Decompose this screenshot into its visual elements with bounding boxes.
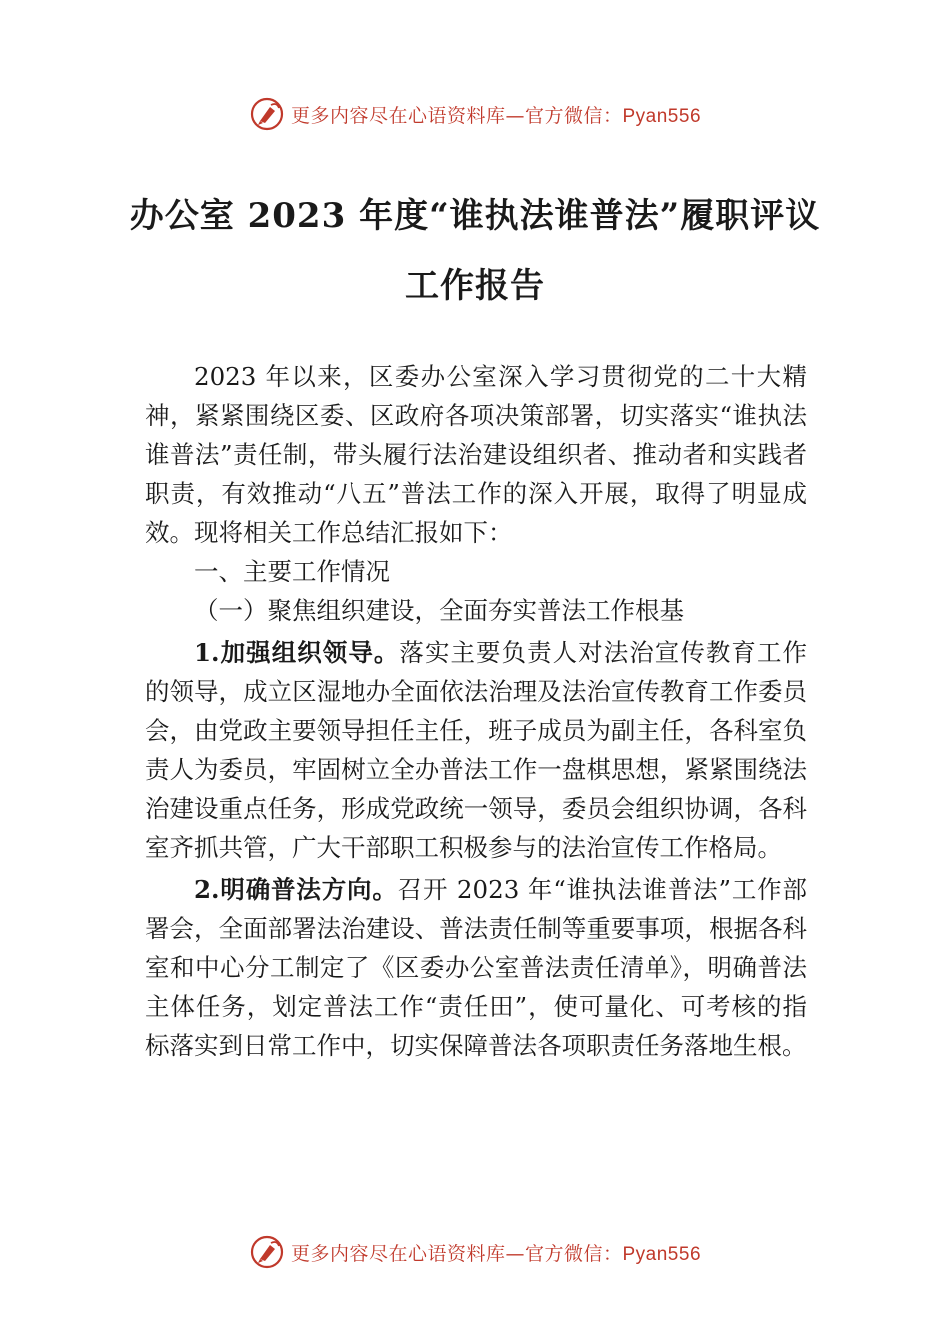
footer-banner [0,1232,950,1272]
item-paragraph-1 [145,633,807,867]
item-2-lead: 2.明确普法方向。 [194,875,398,904]
footer-banner-text: 更多内容尽在心语资料库—官方微信：Pyan556 [290,1242,702,1265]
section-heading: 一、主要工作情况 [194,557,390,586]
item-1-lead: 1.加强组织领导。 [194,638,400,667]
document-title-line-1: 办公室 2023 年度“谁执法谁普法”履职评议 [129,196,821,236]
subsection-heading: （一）聚焦组织建设，全面夯实普法工作根基 [194,596,684,625]
item-1-text: 落实主要负责人对法治宣传教育工作的领导，成立区湿地办全面依法治理及法治宣传教育工作委员会，由党政主要领导担任主任，班子成员为副主任，各科室负责人为委员，牢固树立全办普法工作一盘棋思想，紧紧围绕法治建设重点任务，形成党政统一领导，委员会组织协调，各科室齐抓共管，广大干部职工积极参与的法治宣传工作格局。 [145,638,808,862]
pen-nib-circle-icon [249,96,285,132]
intro-paragraph: 2023 年以来，区委办公室深入学习贯彻党的二十大精神，紧紧围绕区委、区政府各项决策部署，切实落实“谁执法谁普法”责任制，带头履行法治建设组织者、推动者和实践者职责，有效推动“八五”普法工作的深入开展，取得了明显成效。现将相关工作总结汇报如下： [145,362,807,547]
item-paragraph-2 [145,870,807,1065]
header-banner [0,94,950,134]
item-2-text: 召开 2023 年“谁执法谁普法”工作部署会，全面部署法治建设、普法责任制等重要事项，根据各科室和中心分工制定了《区委办公室普法责任清单》，明确普法主体任务，划定普法工作“责任田”，使可量化、可考核的指标落实到日常工作中，切实保障普法各项职责任务落地生根。 [145,875,807,1060]
pen-nib-circle-icon [249,1234,285,1270]
document-title-line-2: 工作报告 [405,266,545,306]
banner-text: 更多内容尽在心语资料库—官方微信：Pyan556 [290,104,702,127]
document-body [145,357,807,1065]
footer-wechat-id: Pyan556 [622,1243,702,1265]
wechat-id: Pyan556 [622,105,702,127]
